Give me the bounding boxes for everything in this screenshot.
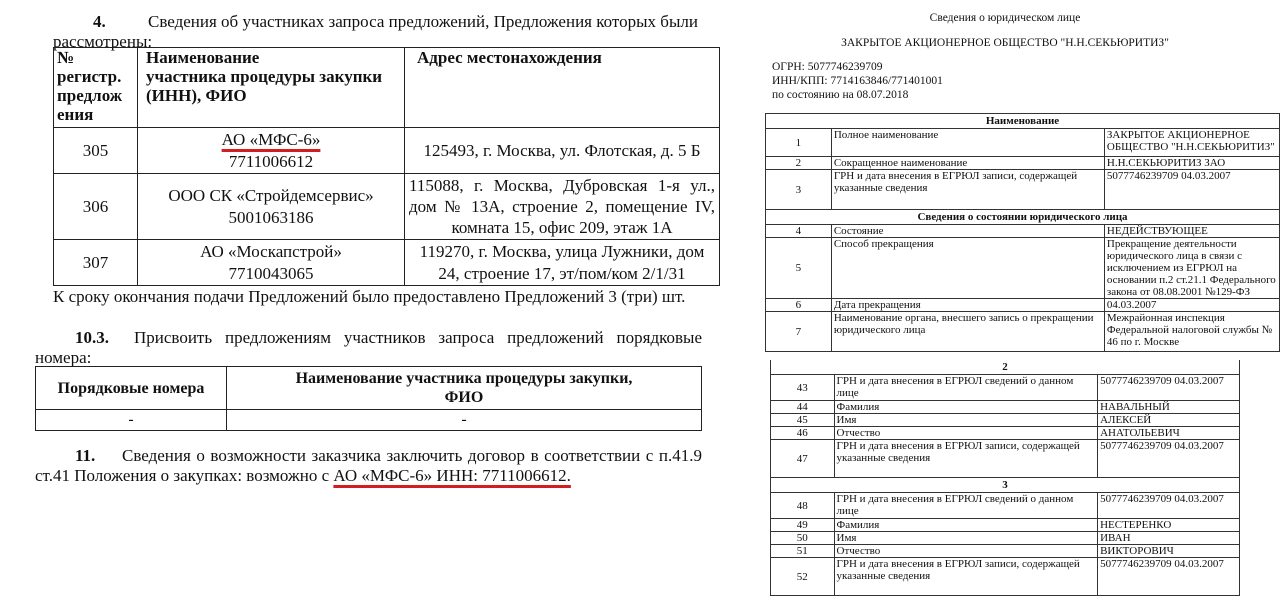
section-row — [766, 210, 1280, 225]
row-value: НАВАЛЬНЫЙ — [1098, 401, 1240, 414]
header-line: № — [57, 48, 75, 67]
row-key: Имя — [834, 532, 1098, 545]
section-row — [766, 114, 1280, 129]
section-11 — [35, 446, 702, 486]
header-order-numbers: Порядковые номера — [36, 367, 227, 410]
row-key: ГРН и дата внесения в ЕГРЮЛ записи, содержащей указанные сведения — [834, 558, 1098, 596]
row-number: 51 — [771, 545, 835, 558]
header-participant-name — [138, 48, 405, 128]
row-value: 5077746239709 04.03.2007 — [1098, 493, 1240, 519]
row-number: 47 — [771, 440, 835, 478]
table-row — [766, 312, 1280, 352]
order-number-cell: - — [36, 410, 227, 431]
header-line: Адрес местонахождения — [417, 48, 602, 67]
table-row — [766, 225, 1280, 238]
row-value: 5077746239709 04.03.2007 — [1098, 558, 1240, 596]
row-key: Способ прекращения — [831, 238, 1104, 299]
section-4-number: 4. — [93, 12, 106, 31]
participant-inn: 5001063186 — [228, 207, 314, 227]
participant-name: АО «Москапстрой» — [200, 241, 342, 261]
participant-cell — [138, 240, 405, 286]
table-row — [766, 238, 1280, 299]
row-key: Дата прекращения — [831, 299, 1104, 312]
header-participant — [227, 367, 702, 410]
section-name-heading: Наименование — [766, 114, 1280, 129]
row-value: Н.Н.СЕКЬЮРИТИЗ ЗАО — [1104, 157, 1279, 170]
table-row — [766, 129, 1280, 157]
participant-cell: - — [227, 410, 702, 431]
row-number: 6 — [766, 299, 832, 312]
inn-kpp: ИНН/КПП: 7714163846/771401001 — [772, 75, 943, 87]
highlighted-contract-party: АО «МФС-6» ИНН: 7711006612. — [333, 466, 571, 485]
row-key: Фамилия — [834, 401, 1098, 414]
section-10-3-text-cont: номера: — [35, 348, 92, 367]
row-value: Прекращение деятельности юридического лица в связи с исключением из ЕГРЮЛ на основании п.2 ст.21.1 Федерального закона от 08.08.2001 №129-ФЗ — [1104, 238, 1279, 299]
header-line: предлож — [57, 86, 123, 105]
table-row — [771, 414, 1240, 427]
row-value: ВИКТОРОВИЧ — [1098, 545, 1240, 558]
section-10-3 — [35, 328, 702, 368]
numbering-table — [35, 366, 702, 431]
row-key: Фамилия — [834, 519, 1098, 532]
row-value: НЕСТЕРЕНКО — [1098, 519, 1240, 532]
row-key: ГРН и дата внесения в ЕГРЮЛ записи, содержащей указанные сведения — [831, 170, 1104, 210]
section-4-text: Сведения об участниках запроса предложений, Предложения которых были — [148, 12, 698, 31]
table-row — [54, 240, 720, 286]
section-row — [771, 478, 1240, 493]
row-value: 5077746239709 04.03.2007 — [1104, 170, 1279, 210]
row-key: Отчество — [834, 427, 1098, 440]
row-number: 4 — [766, 225, 832, 238]
row-key: Наименование органа, внесшего запись о прекращении юридического лица — [831, 312, 1104, 352]
table-row — [771, 532, 1240, 545]
section-3-heading: 3 — [771, 478, 1240, 493]
row-number: 46 — [771, 427, 835, 440]
table-row — [771, 401, 1240, 414]
row-key: ГРН и дата внесения в ЕГРЮЛ сведений о данном лице — [834, 375, 1098, 401]
row-number: 48 — [771, 493, 835, 519]
row-value: ЗАКРЫТОЕ АКЦИОНЕРНОЕ ОБЩЕСТВО "Н.Н.СЕКЬЮРИТИЗ" — [1104, 129, 1279, 157]
numbering-header-row — [36, 367, 702, 410]
header-line: ения — [57, 105, 94, 124]
row-value: 5077746239709 04.03.2007 — [1098, 375, 1240, 401]
table-row — [771, 558, 1240, 596]
table-row — [54, 128, 720, 174]
section-10-3-text: Присвоить предложениям участников запроса предложений порядковые — [134, 328, 702, 347]
row-number: 2 — [766, 157, 832, 170]
header-line: участника процедуры закупки — [146, 67, 383, 86]
row-key: Отчество — [834, 545, 1098, 558]
row-number: 43 — [771, 375, 835, 401]
table-row — [36, 410, 702, 431]
header-line: Наименование участника процедуры закупки, — [295, 370, 633, 387]
reg-number: 305 — [54, 128, 138, 174]
section-11-text-cont — [35, 466, 702, 486]
row-key: ГРН и дата внесения в ЕГРЮЛ записи, содержащей указанные сведения — [834, 440, 1098, 478]
table-row — [771, 519, 1240, 532]
table-row — [54, 174, 720, 240]
section-4 — [53, 12, 720, 52]
row-value: НЕДЕЙСТВУЮЩЕЕ — [1104, 225, 1279, 238]
row-number: 45 — [771, 414, 835, 427]
row-key: Имя — [834, 414, 1098, 427]
row-key: Состояние — [831, 225, 1104, 238]
row-value: АЛЕКСЕЙ — [1098, 414, 1240, 427]
reg-number: 307 — [54, 240, 138, 286]
section-11-text-prefix: ст.41 Положения о закупках: возможно с — [35, 466, 334, 485]
header-line: ФИО — [444, 389, 484, 406]
table-row — [766, 157, 1280, 170]
section-state-heading: Сведения о состоянии юридического лица — [766, 210, 1280, 225]
participant-name: ООО СК «Стройдемсервис» — [168, 185, 374, 205]
participants-table — [53, 47, 720, 286]
participant-address: 119270, г. Москва, улица Лужники, дом 24, строение 17, эт/пом/ком 2/1/31 — [405, 240, 720, 286]
row-number: 5 — [766, 238, 832, 299]
registration-info — [772, 60, 943, 102]
reg-number: 306 — [54, 174, 138, 240]
section-10-3-number: 10.3. — [75, 328, 109, 347]
row-value: 04.03.2007 — [1104, 299, 1279, 312]
highlighted-participant-name: АО «МФС-6» — [221, 129, 321, 149]
header-reg-number — [54, 48, 138, 128]
table-row — [771, 493, 1240, 519]
participants-header-row — [54, 48, 720, 128]
row-number: 52 — [771, 558, 835, 596]
founders-table — [770, 360, 1240, 596]
document-title: Сведения о юридическом лице — [929, 12, 1081, 24]
participant-cell — [138, 174, 405, 240]
table-row — [771, 440, 1240, 478]
company-name: ЗАКРЫТОЕ АКЦИОНЕРНОЕ ОБЩЕСТВО "Н.Н.СЕКЬЮРИТИЗ" — [841, 37, 1169, 49]
participant-cell — [138, 128, 405, 174]
legal-entity-table — [765, 113, 1280, 352]
row-value: АНАТОЛЬЕВИЧ — [1098, 427, 1240, 440]
row-value: Межрайонная инспекция Федеральной налоговой службы № 46 по г. Москве — [1104, 312, 1279, 352]
header-line: (ИНН), ФИО — [146, 86, 247, 105]
row-key: ГРН и дата внесения в ЕГРЮЛ сведений о данном лице — [834, 493, 1098, 519]
row-value: ИВАН — [1098, 532, 1240, 545]
ogrn: ОГРН: 5077746239709 — [772, 61, 883, 73]
row-number: 7 — [766, 312, 832, 352]
table-row — [771, 545, 1240, 558]
row-key: Сокращенное наименование — [831, 157, 1104, 170]
header-line: регистр. — [57, 67, 122, 86]
as-of-date: по состоянию на 08.07.2018 — [772, 89, 909, 101]
row-value: 5077746239709 04.03.2007 — [1098, 440, 1240, 478]
deadline-text: К сроку окончания подачи Предложений было предоставлено Предложений 3 (три) шт. — [53, 287, 686, 306]
row-number: 50 — [771, 532, 835, 545]
row-number: 1 — [766, 129, 832, 157]
participant-name — [138, 129, 404, 151]
header-line: Наименование — [146, 48, 260, 67]
row-number: 44 — [771, 401, 835, 414]
header-address — [405, 48, 720, 128]
participant-address: 125493, г. Москва, ул. Флотская, д. 5 Б — [405, 128, 720, 174]
row-number: 3 — [766, 170, 832, 210]
right-document — [750, 0, 1280, 607]
table-row — [771, 427, 1240, 440]
table-row — [766, 170, 1280, 210]
section-4-text-cont: рассмотрены: — [53, 32, 153, 51]
participant-inn: 7710043065 — [228, 263, 314, 283]
section-11-number: 11. — [75, 446, 96, 465]
row-key: Полное наименование — [831, 129, 1104, 157]
participant-address: 115088, г. Москва, Дубровская 1-я ул., дом № 13А, строение 2, помещение IV, комната 15, офис 209, этаж 1А — [405, 174, 720, 240]
section-row — [771, 360, 1240, 375]
table-row — [771, 375, 1240, 401]
section-11-text: Сведения о возможности заказчика заключить договор в соответствии с п.41.9 — [122, 446, 702, 465]
row-number: 49 — [771, 519, 835, 532]
section-2-heading: 2 — [771, 360, 1240, 375]
participant-inn: 7711006612 — [228, 151, 314, 171]
table-row — [766, 299, 1280, 312]
